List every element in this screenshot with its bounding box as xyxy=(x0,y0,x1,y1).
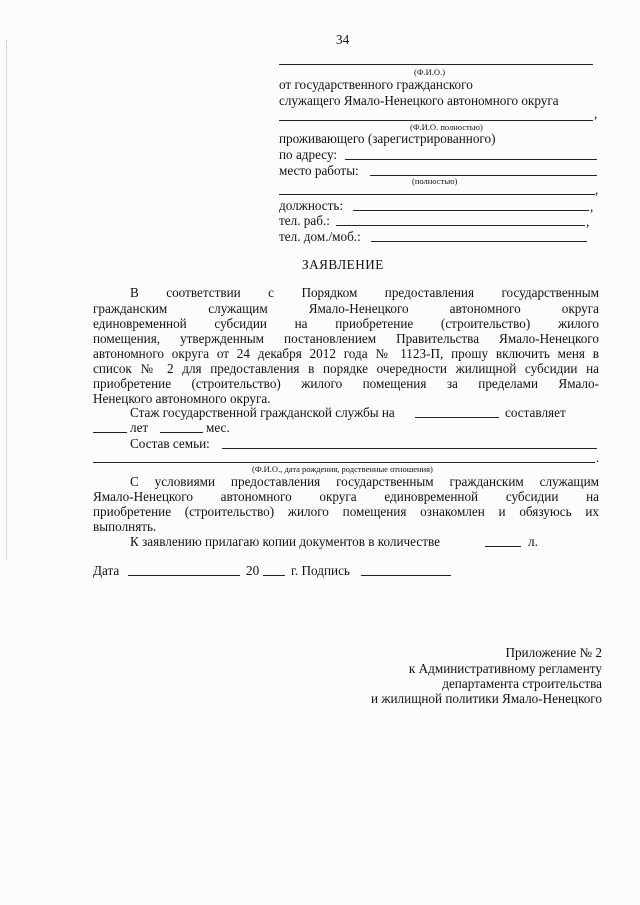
fio-caption: (Ф.И.О.) xyxy=(414,67,446,77)
para1-line: В соответствии с Порядком предоставления государственным xyxy=(130,285,599,300)
attach-text: К заявлению прилагаю копии документов в количестве xyxy=(130,534,440,549)
para2-line: С условиями предоставления государственным гражданским служащим xyxy=(130,474,599,489)
para1-line: автономного округа от 24 декабря 2012 года № 1123-П, прошу включить меня в xyxy=(93,346,599,361)
para1-line: список № 2 для предоставления в порядке очередности жилищной субсидии на xyxy=(93,361,599,376)
signature-line xyxy=(361,575,451,576)
home-phone-label: тел. дом./моб.: xyxy=(279,229,361,244)
family-label: Состав семьи: xyxy=(130,436,210,451)
para1-line: гражданским служащим Ямало-Ненецкого автономного округа xyxy=(93,301,599,316)
appendix-line: и жилищной политики Ямало-Ненецкого xyxy=(371,691,602,706)
work-phone-label: тел. раб.: xyxy=(279,213,330,228)
family-line xyxy=(222,448,597,449)
para2-line: Ямало-Ненецкого автономного округа единовременной субсидии на xyxy=(93,489,599,504)
period: . xyxy=(596,450,600,465)
fio-full-line xyxy=(279,120,593,121)
position-line xyxy=(353,210,589,211)
year-prefix: 20 xyxy=(246,563,260,578)
page-number: 34 xyxy=(336,32,350,47)
service-line xyxy=(415,417,499,418)
workplace-line-2 xyxy=(279,194,595,195)
from-line-1: от государственного гражданского xyxy=(279,77,473,92)
workplace-line xyxy=(370,175,597,176)
para2-line: приобретение (строительство) жилого помещения ознакомлен и обязуюсь их xyxy=(93,504,599,519)
para1-line: помещения, утвержденным постановлением Правительства Ямало-Ненецкого xyxy=(93,331,599,346)
signature-label: г. Подпись xyxy=(291,563,350,578)
comma: , xyxy=(594,106,598,121)
date-label: Дата xyxy=(93,563,120,578)
workplace-label: место работы: xyxy=(279,163,359,178)
service-verb: составляет xyxy=(505,405,566,420)
position-label: должность: xyxy=(279,198,344,213)
years-label: лет xyxy=(130,420,149,435)
family-line-2 xyxy=(93,462,595,463)
comma: , xyxy=(590,199,594,214)
para2-line: выполнять. xyxy=(93,519,157,534)
work-phone-line xyxy=(336,225,585,226)
comma: , xyxy=(586,214,590,229)
fio-full-caption: (Ф.И.О. полностью) xyxy=(410,122,483,132)
scan-edge xyxy=(6,40,8,560)
para1-line: единовременной субсидии на приобретение (строительство) жилого xyxy=(93,316,599,331)
months-line xyxy=(160,432,203,433)
months-label: мес. xyxy=(206,420,230,435)
attach-unit: л. xyxy=(528,534,538,549)
from-line-2: служащего Ямало-Ненецкого автономного округа xyxy=(279,93,559,108)
document-title: ЗАЯВЛЕНИЕ xyxy=(302,257,384,272)
full-caption: (полностью) xyxy=(412,176,458,186)
para1-line: приобретение (строительство) жилого помещения за пределами Ямало- xyxy=(93,376,599,391)
year-line xyxy=(263,575,285,576)
address-label: по адресу: xyxy=(279,147,338,162)
para1-line: Ненецкого автономного округа. xyxy=(93,391,271,406)
fio-line xyxy=(279,64,593,65)
comma: , xyxy=(595,182,599,197)
home-phone-line xyxy=(371,241,587,242)
address-line xyxy=(345,159,597,160)
years-line xyxy=(93,432,127,433)
appendix-line: к Административному регламенту xyxy=(408,661,602,676)
attach-line xyxy=(485,546,521,547)
family-caption: (Ф.И.О., дата рождения, родственные отношения) xyxy=(252,464,433,474)
service-intro: Стаж государственной гражданской службы на xyxy=(130,405,395,420)
appendix-title: Приложение № 2 xyxy=(505,645,602,660)
residing-label: проживающего (зарегистрированного) xyxy=(279,131,496,146)
date-line xyxy=(128,575,240,576)
appendix-line: департамента строительства xyxy=(442,676,602,691)
